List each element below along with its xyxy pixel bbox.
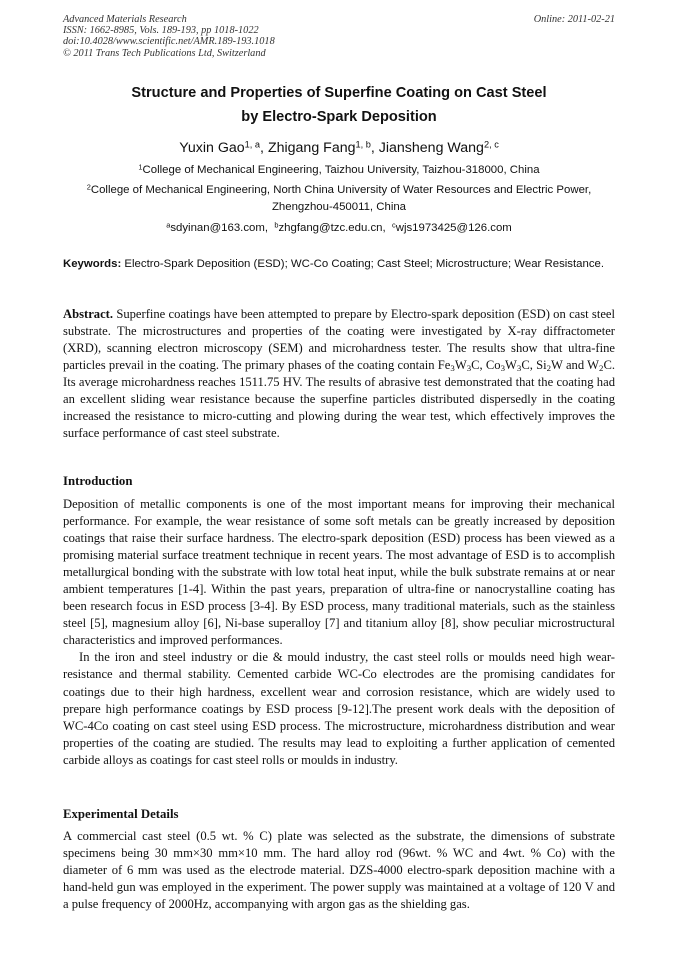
experimental-body (63, 828, 615, 913)
affil-number: 1 (138, 162, 143, 172)
subscript: 2 (546, 362, 552, 373)
email-address[interactable]: zhgfang@tzc.edu.cn, (278, 222, 386, 234)
online-date: Online: 2011-02-21 (533, 14, 615, 25)
affiliation-2 (60, 182, 618, 215)
abstract-text: C. Its average microhardness reaches 1511.75 HV. The results of abrasive test demonstrated that the coating had an excellent sliding wear resistance because the superfine particles distributed dispersedly in the coating increased the resistance to micro-cutting and plowing during the wear test, which effectively improves the surface performance of cast steel substrate. (63, 358, 615, 441)
keywords-block (63, 257, 615, 272)
abstract-block (63, 306, 615, 442)
subscript: 3 (516, 362, 522, 373)
email-address[interactable]: wjs1973425@126.com (395, 222, 512, 234)
issn-line: ISSN: 1662-8985, Vols. 189-193, pp 1018-1022 (63, 25, 259, 37)
paragraph: Deposition of metallic components is one of the most important means for improving their mechanical performance. For example, the wear resistance of some soft metals can be greatly increased by deposition coatings that raise their surface hardness. The electro-spark deposition (ESD) process has been viewed as a promising material surface treatment technique in recent years. The most advantage of ESD is to accomplish metallurgical bonding with the substrate with low total heat input, while the bulk substrate remains at or near ambient temperatures [1-4]. Within the past years, preparation of ultra-fine or nanocrystalline coating has been research focus in ESD process [3-4]. By ESD process, many traditional materials, such as the stainless steel [5], magnesium alloy [6], Ni-base superalloy [7] and titanium alloy [8], show peculiar microstructural characteristics and improved performances. (63, 497, 615, 648)
formula-text: W (454, 358, 467, 373)
author-name: Zhigang Fang (267, 140, 356, 156)
subscript: 2 (599, 362, 604, 373)
author-affil-mark: 1, b (355, 139, 371, 150)
email-mark: a (166, 220, 171, 230)
email-address[interactable]: sdyinan@163.com, (170, 222, 269, 234)
paragraph: In the iron and steel industry or die & mould industry, the cast steel rolls or moulds need high wear-resistance and thermal stability. Cemented carbide WC-Co electrodes are the promising candidates for coatings due to their high hardness, excellent wear and corrosion resistance, which are widely used to prepare high performance coatings by ESD process [9-12].The present work deals with the deposition of WC-4Co coating on cast steel using ESD process. The microstructure, microhardness distribution and wear properties of the coating are studied. The results may lead to exploiting a further application of cemented carbide alloys as coatings for cast steel rolls or moulds in industry. (63, 650, 615, 767)
affil-number: 2 (86, 182, 91, 192)
formula-text: W (505, 358, 517, 373)
formula-text: C, Si (521, 358, 547, 373)
paper-title (63, 81, 615, 129)
title-line-2: by Electro-Spark Deposition (241, 109, 437, 125)
keywords-label: Keywords: (63, 258, 122, 270)
introduction-body (63, 496, 615, 769)
doi-line: doi:10.4028/www.scientific.net/AMR.189-193.1018 (63, 36, 275, 48)
author-list: Yuxin Gao$^{1, a}$, Zhigang Fang$^{1, b}$, Jiansheng Wang$^{2, c}$ (179, 139, 499, 156)
affil-text: College of Mechanical Engineering, Taizhou University, Taizhou-318000, China (142, 164, 540, 176)
formula-text: C, Co (471, 358, 501, 373)
keywords-text: Electro-Spark Deposition (ESD); WC-Co Coating; Cast Steel; Microstructure; Wear Resistance. (124, 258, 605, 270)
subscript: 3 (500, 362, 506, 373)
email-mark: b (274, 220, 279, 230)
email-list (63, 220, 615, 236)
copyright-line: © 2011 Trans Tech Publications Ltd, Switzerland (63, 47, 266, 59)
abstract-label: Abstract. (63, 307, 114, 321)
subscript: 3 (450, 362, 455, 373)
affil-text: College of Mechanical Engineering, North China University of Water Resources and Electric Power, (90, 184, 592, 196)
author-name: Jiansheng Wang (378, 140, 484, 156)
formula-text: W and W (551, 358, 600, 373)
email-mark: c (392, 220, 396, 230)
running-header (63, 14, 615, 59)
author-affil-mark: 2, c (483, 139, 499, 150)
journal-name: Advanced Materials Research (63, 14, 187, 25)
section-heading-introduction: Introduction (63, 474, 133, 488)
author-name: Yuxin Gao (179, 140, 245, 156)
title-line-1: Structure and Properties of Superfine Coating on Cast Steel (131, 85, 547, 101)
affiliation-1 (60, 162, 618, 179)
author-affil-mark: 1, a (244, 139, 261, 150)
abstract-text: Superfine coatings have been attempted to prepare by Electro-spark deposition (ESD) on cast steel substrate. The microstructures and properties of the coating were investigated by X-ray diffractometer (XRD), scanning electron microscopy (SEM) and microhardness tester. The results show that ultra-fine particles prevail in the coating. The primary phases of the coating contain Fe (63, 307, 616, 373)
section-heading-experimental: Experimental Details (63, 807, 179, 821)
affil-text-cont: Zhengzhou-450011, China (271, 200, 407, 213)
subscript: 3 (466, 362, 472, 373)
paragraph: A commercial cast steel (0.5 wt. % C) plate was selected as the substrate, the dimensions of substrate specimens being 30 mm×30 mm×10 mm. The hard alloy rod (96wt. % WC and 4wt. % Co) with the diameter of 6 mm was used as the electrode material. DZS-4000 electro-spark deposition machine with a hand-held gun was employed in the experiment. The power supply was maintained at a voltage of 120 V and a pulse frequency of 2000Hz, accompanying with argon gas as the shielding gas. (63, 829, 615, 912)
